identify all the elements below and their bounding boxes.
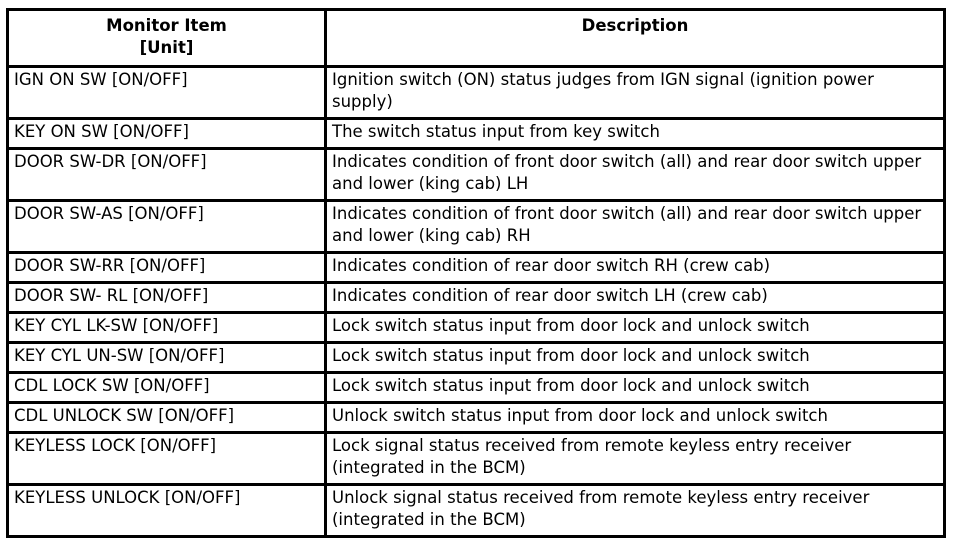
description-cell: Unlock signal status received from remote keyless entry receiver (integrated in the BCM) <box>326 485 945 537</box>
description-column-header: Description <box>326 10 945 67</box>
description-cell: Lock switch status input from door lock and unlock switch <box>326 343 945 373</box>
description-cell: Unlock switch status input from door lock and unlock switch <box>326 403 945 433</box>
monitor-item-cell: DOOR SW- RL [ON/OFF] <box>8 283 326 313</box>
description-cell: Indicates condition of front door switch (all) and rear door switch upper and lower (king cab) RH <box>326 201 945 253</box>
table-row <box>8 119 945 149</box>
table-header-row <box>8 10 945 67</box>
table-row <box>8 485 945 537</box>
table-row <box>8 343 945 373</box>
monitor-item-cell: KEYLESS LOCK [ON/OFF] <box>8 433 326 485</box>
monitor-item-cell: DOOR SW-RR [ON/OFF] <box>8 253 326 283</box>
table-row <box>8 253 945 283</box>
monitor-item-cell: KEY ON SW [ON/OFF] <box>8 119 326 149</box>
description-cell: The switch status input from key switch <box>326 119 945 149</box>
table-row <box>8 313 945 343</box>
table-header <box>8 10 945 67</box>
monitor-item-column-header <box>8 10 326 67</box>
monitor-item-header-title: Monitor Item <box>106 16 227 35</box>
monitor-item-cell: DOOR SW-AS [ON/OFF] <box>8 201 326 253</box>
monitor-item-table <box>6 8 946 538</box>
table-row <box>8 433 945 485</box>
monitor-item-cell: CDL LOCK SW [ON/OFF] <box>8 373 326 403</box>
table-row <box>8 403 945 433</box>
monitor-item-cell: KEYLESS UNLOCK [ON/OFF] <box>8 485 326 537</box>
table-body <box>8 67 945 537</box>
monitor-item-cell: CDL UNLOCK SW [ON/OFF] <box>8 403 326 433</box>
monitor-item-cell: DOOR SW-DR [ON/OFF] <box>8 149 326 201</box>
monitor-item-cell: KEY CYL LK-SW [ON/OFF] <box>8 313 326 343</box>
description-cell: Lock signal status received from remote keyless entry receiver (integrated in the BCM) <box>326 433 945 485</box>
monitor-item-header-unit: [Unit] <box>139 38 194 57</box>
description-cell: Indicates condition of rear door switch LH (crew cab) <box>326 283 945 313</box>
table-row <box>8 67 945 119</box>
description-cell: Lock switch status input from door lock and unlock switch <box>326 373 945 403</box>
table-row <box>8 283 945 313</box>
description-cell: Ignition switch (ON) status judges from IGN signal (ignition power supply) <box>326 67 945 119</box>
description-cell: Lock switch status input from door lock and unlock switch <box>326 313 945 343</box>
table-row <box>8 373 945 403</box>
monitor-item-cell: IGN ON SW [ON/OFF] <box>8 67 326 119</box>
table-row <box>8 149 945 201</box>
description-cell: Indicates condition of front door switch (all) and rear door switch upper and lower (king cab) LH <box>326 149 945 201</box>
table-row <box>8 201 945 253</box>
monitor-item-cell: KEY CYL UN-SW [ON/OFF] <box>8 343 326 373</box>
description-cell: Indicates condition of rear door switch RH (crew cab) <box>326 253 945 283</box>
